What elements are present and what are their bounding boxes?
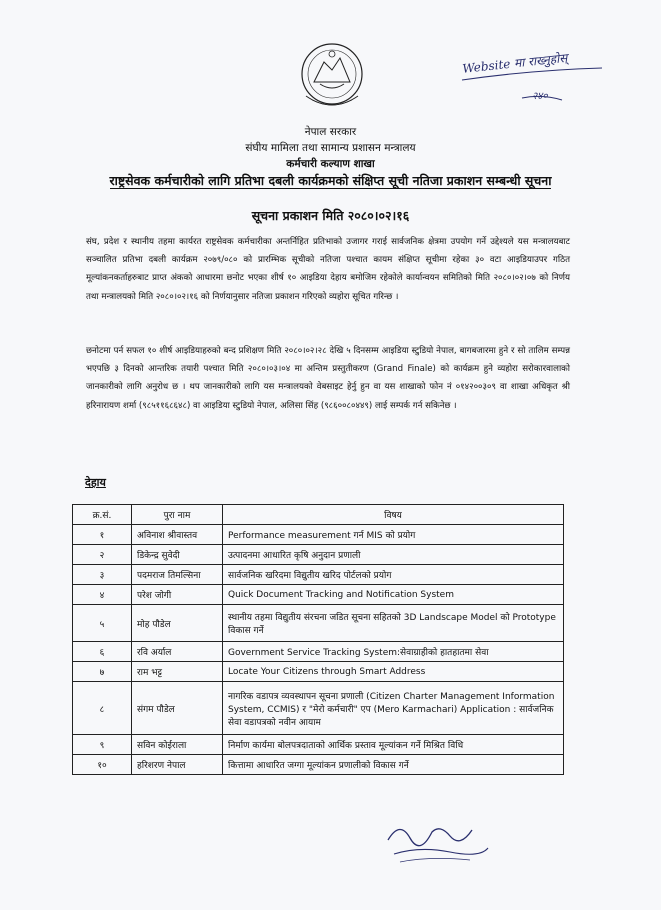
- row-name: डिकेन्द्र सुवेदी: [132, 545, 223, 565]
- table-row: [73, 605, 564, 642]
- results-table: [72, 504, 564, 775]
- paragraph-1: संघ, प्रदेश र स्थानीय तहमा कार्यरत राष्ट्रसेवक कर्मचारीका अन्तर्निहित प्रतिभाको उजागर गराई सार्वजनिक क्षेत्रमा उपयोग गर्ने उद्देश्यले यस मन्त्रालयबाट सञ्चालित प्रतिभा दबली कार्यक्रम २०७९/०८० को प्रारम्भिक सूचीको नतिजा पश्चात कायम संक्षिप्त सूचीमा रहेका ३० वटा आइडियाउपर गठित मूल्यांकनकर्ताहरुबाट प्राप्त अंकको आधारमा छनोट भएका शीर्ष १० आइडिया देहाय बमोजिम रहेकोले कार्यान्वयन समितिको मिति २०८०।०२।०७ को निर्णय तथा मन्त्रालयको मिति २०८०।०२।१६ को निर्णयानुसार नतिजा प्रकाशन गरिएको व्यहोरा सूचित गरिन्छ ।: [86, 237, 570, 302]
- header-government: नेपाल सरकार: [304, 126, 357, 138]
- table-row: [73, 682, 564, 735]
- row-sn: ४: [73, 585, 132, 605]
- row-subject: निर्माण कार्यमा बोलपत्रदाताको आर्थिक प्रस्ताव मूल्यांकन गर्ने मिश्रित विधि: [223, 735, 564, 755]
- row-name: मोह पौडेल: [132, 605, 223, 642]
- row-subject: उत्पादनमा आधारित कृषि अनुदान प्रणाली: [223, 545, 564, 565]
- row-subject: Quick Document Tracking and Notification System: [223, 585, 564, 605]
- notice-title: राष्ट्रसेवक कर्मचारीको लागि प्रतिभा दबली कार्यक्रमको संक्षिप्त सूची नतिजा प्रकाशन सम्बन्धी सूचना: [109, 173, 552, 188]
- row-sn: ५: [73, 605, 132, 642]
- row-sn: २: [73, 545, 132, 565]
- row-name: अविनाश श्रीवास्तव: [132, 525, 223, 545]
- header-section: कर्मचारी कल्याण शाखा: [286, 158, 375, 170]
- row-subject: सार्वजनिक खरिदमा विद्युतीय खरिद पोर्टलको प्रयोग: [223, 565, 564, 585]
- dehay-heading: देहाय: [85, 476, 106, 489]
- row-sn: ३: [73, 565, 132, 585]
- table-row: [73, 642, 564, 662]
- handwritten-signature: [380, 810, 500, 870]
- row-sn: ९: [73, 735, 132, 755]
- handwritten-number: २४०: [532, 91, 548, 102]
- row-sn: ६: [73, 642, 132, 662]
- row-name: पदमराज तिमल्सिना: [132, 565, 223, 585]
- table-row: [73, 525, 564, 545]
- row-subject: Locate Your Citizens through Smart Address: [223, 662, 564, 682]
- col-header-sn: क्र.सं.: [73, 505, 132, 525]
- row-sn: ७: [73, 662, 132, 682]
- row-subject: नागरिक वडापत्र व्यवस्थापन सूचना प्रणाली (Citizen Charter Management Information System, CCMIS) र "मेरो कर्मचारी" एप (Mero Karmachari) Application : सार्वजनिक सेवा वडापत्रको नवीन आयाम: [223, 682, 564, 735]
- row-subject: स्थानीय तहमा विद्युतीय संरचना जडित सूचना सहितको 3D Landscape Model को Prototype विकास गर्ने: [223, 605, 564, 642]
- row-subject: कित्तामा आधारित जग्गा मूल्यांकन प्रणालीको विकास गर्ने: [223, 755, 564, 775]
- header-ministry: संघीय मामिला तथा सामान्य प्रशासन मन्त्रालय: [245, 142, 416, 154]
- table-row: [73, 545, 564, 565]
- row-sn: १०: [73, 755, 132, 775]
- publication-date: सूचना प्रकाशन मिति २०८०।०२।१६: [251, 208, 410, 223]
- row-name: संगम पौडेल: [132, 682, 223, 735]
- row-name: राम भट्ट: [132, 662, 223, 682]
- nepal-government-emblem-icon: [292, 38, 372, 116]
- paragraph-2: छनोटमा पर्न सफल १० शीर्ष आइडियाहरुको बन्द प्रशिक्षण मिति २०८०।०२।२८ देखि ५ दिनसम्म आइडिया स्टुडियो नेपाल, बागबजारमा हुने र सो तालिम सम्पन्न भएपछि ३ दिनको आन्तरिक तयारी पश्चात मिति २०८०।०३।०४ मा अन्तिम प्रस्तुतीकरण (Grand Finale) को कार्यक्रम हुने व्यहोरा सरोकारवालाको जानकारीको लागि अनुरोध छ । थप जानकारीको लागि यस मन्त्रालयको वेबसाइट हेर्नु हुन वा यस शाखाको फोन नं ०१४२००३०९ वा शाखा अधिकृत श्री हरिनारायण शर्मा (९८५११६८६४८) वा आइडिया स्टुडियो नेपाल, अलिसा सिंह (९८६००८०४४९) लाई सम्पर्क गर्न सकिनेछ ।: [86, 346, 570, 411]
- row-name: हरिशरण नेपाल: [132, 755, 223, 775]
- table-row: [73, 735, 564, 755]
- table-row: [73, 585, 564, 605]
- row-subject: Performance measurement गर्न MIS को प्रयोग: [223, 525, 564, 545]
- row-sn: ८: [73, 682, 132, 735]
- handwritten-note: Website मा राख्नुहोस्: [461, 50, 568, 76]
- row-subject: Government Service Tracking System:सेवाग्राहीको हातहातमा सेवा: [223, 642, 564, 662]
- col-header-name: पुरा नाम: [132, 505, 223, 525]
- table-row: [73, 755, 564, 775]
- col-header-subject: विषय: [223, 505, 564, 525]
- row-sn: १: [73, 525, 132, 545]
- table-row: [73, 662, 564, 682]
- row-name: परेश जोगी: [132, 585, 223, 605]
- row-name: रवि अर्याल: [132, 642, 223, 662]
- row-name: सविन कोईराला: [132, 735, 223, 755]
- table-row: [73, 565, 564, 585]
